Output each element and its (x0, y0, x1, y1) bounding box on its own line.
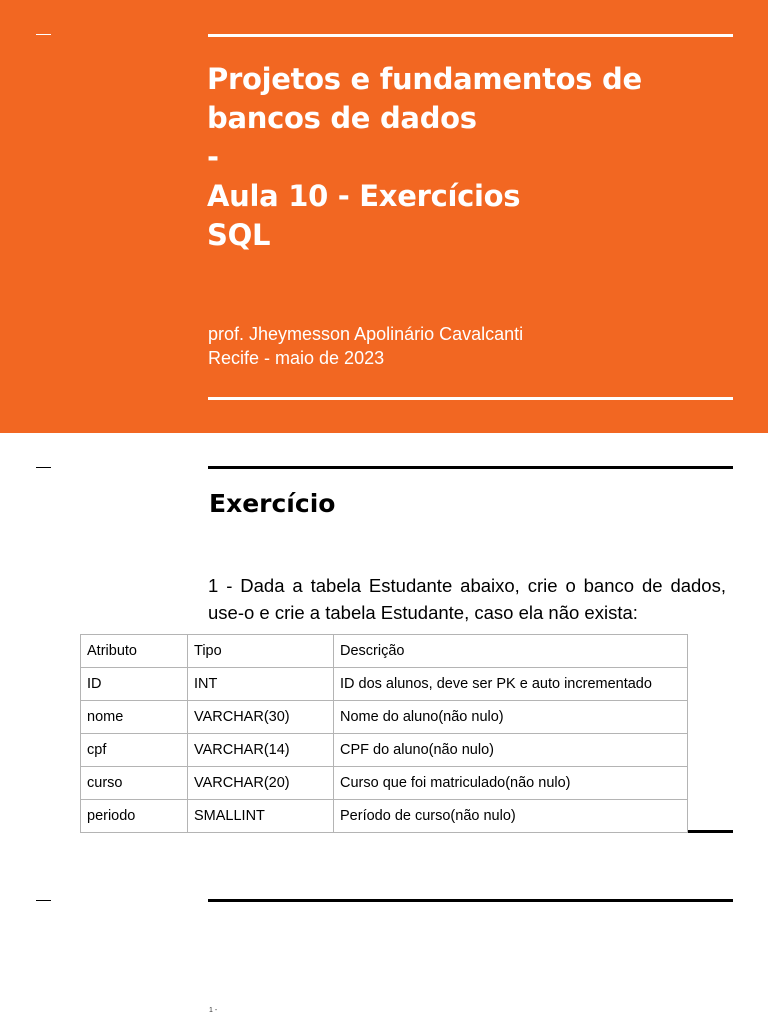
top-rule (208, 899, 733, 902)
author-name: prof. Jheymesson Apolinário Cavalcanti (208, 324, 524, 344)
table-cell: cpf (81, 734, 188, 767)
title-slide (0, 0, 768, 433)
table-header-cell: Atributo (81, 635, 188, 668)
exercise-slide (0, 433, 768, 866)
top-rule (208, 466, 733, 469)
table-cell: CPF do aluno(não nulo) (334, 734, 688, 767)
table-row (81, 767, 688, 800)
slide-title (207, 60, 727, 255)
table-cell: SMALLINT (188, 800, 334, 833)
slide-dash-marker (36, 900, 51, 901)
table-row (81, 800, 688, 833)
table-cell: ID (81, 668, 188, 701)
title-line: bancos de dados (207, 101, 477, 135)
title-line: Aula 10 - Exercícios (207, 179, 521, 213)
table-cell: VARCHAR(20) (188, 767, 334, 800)
exercise-heading: Exercício (209, 489, 336, 518)
table-header-row (81, 635, 688, 668)
table-cell: periodo (81, 800, 188, 833)
table-cell: VARCHAR(14) (188, 734, 334, 767)
table-cell: Nome do aluno(não nulo) (334, 701, 688, 734)
table-cell: nome (81, 701, 188, 734)
table-cell: Curso que foi matriculado(não nulo) (334, 767, 688, 800)
table-cell: ID dos alunos, deve ser PK e auto incrementado (334, 668, 688, 701)
table-header-cell: Tipo (188, 635, 334, 668)
slide-dash-marker (36, 467, 51, 468)
table-cell: VARCHAR(30) (188, 701, 334, 734)
slide-subtitle (208, 322, 728, 370)
table-header-cell: Descrição (334, 635, 688, 668)
place-date: Recife - maio de 2023 (208, 348, 385, 368)
next-slide (0, 866, 768, 1024)
slide-dash-marker (36, 34, 51, 35)
student-table (80, 634, 688, 833)
table-cell: curso (81, 767, 188, 800)
table-row (81, 701, 688, 734)
title-line: SQL (207, 218, 271, 252)
bottom-rule (208, 397, 733, 400)
table-cell: Período de curso(não nulo) (334, 800, 688, 833)
table-row (81, 734, 688, 767)
table-cell: INT (188, 668, 334, 701)
page-number: 1 - (209, 1007, 218, 1014)
title-line: Projetos e fundamentos de (207, 62, 642, 96)
top-rule (208, 34, 733, 37)
title-line: - (207, 140, 219, 174)
table-row (81, 668, 688, 701)
exercise-paragraph: 1 - Dada a tabela Estudante abaixo, crie o banco de dados, use-o e crie a tabela Estudante, caso ela não exista: (208, 575, 726, 623)
